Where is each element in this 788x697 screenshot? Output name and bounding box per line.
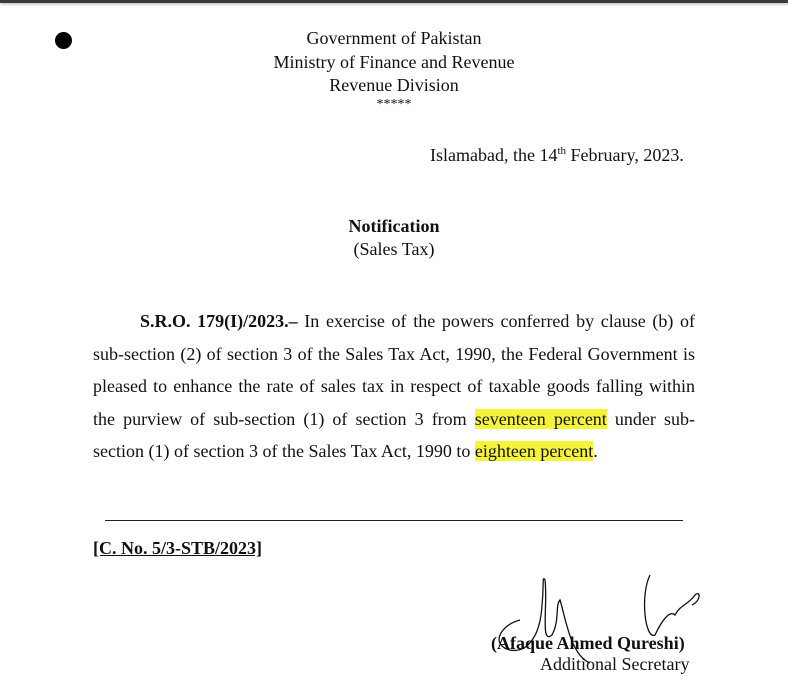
header-stars: *****: [376, 97, 412, 112]
header-government: Government of Pakistan: [306, 28, 482, 48]
date-line: [430, 145, 684, 166]
date-suffix: February, 2023.: [566, 145, 684, 165]
sro-number: S.R.O. 179(I)/2023.–: [140, 311, 298, 331]
file-reference: [C. No. 5/3-STB/2023]: [93, 538, 263, 558]
signatory-name: (Afaque Ahmed Qureshi): [491, 633, 685, 653]
divider: [105, 520, 683, 521]
date-sup: th: [557, 145, 567, 157]
body-text: In exercise of the powers conferred by clause (b) of sub-section (2) of section 3 of the Sales Tax Act, 1990, the Federal Government is pleased to enhance the rate of sales tax in respect of taxable goods falling within the purview of sub-section (1) of section 3 from: [93, 311, 695, 429]
notification-title: Notification: [348, 216, 440, 236]
date-prefix: Islamabad, the 14: [430, 145, 558, 165]
header-ministry: Ministry of Finance and Revenue: [273, 52, 515, 72]
body-text: .: [593, 441, 598, 461]
notification-body: [93, 305, 695, 468]
highlight-new-rate: eighteen percent: [474, 441, 594, 461]
body-text: under sub-section (1) of section 3 of the Sales Tax Act, 1990 to: [93, 408, 695, 461]
signatory-designation: Additional Secretary: [540, 654, 690, 674]
window-top-bar: [0, 0, 788, 3]
header-division: Revenue Division: [329, 75, 459, 95]
notification-subtitle: (Sales Tax): [353, 239, 435, 259]
highlight-old-rate: seventeen percent: [474, 408, 607, 429]
